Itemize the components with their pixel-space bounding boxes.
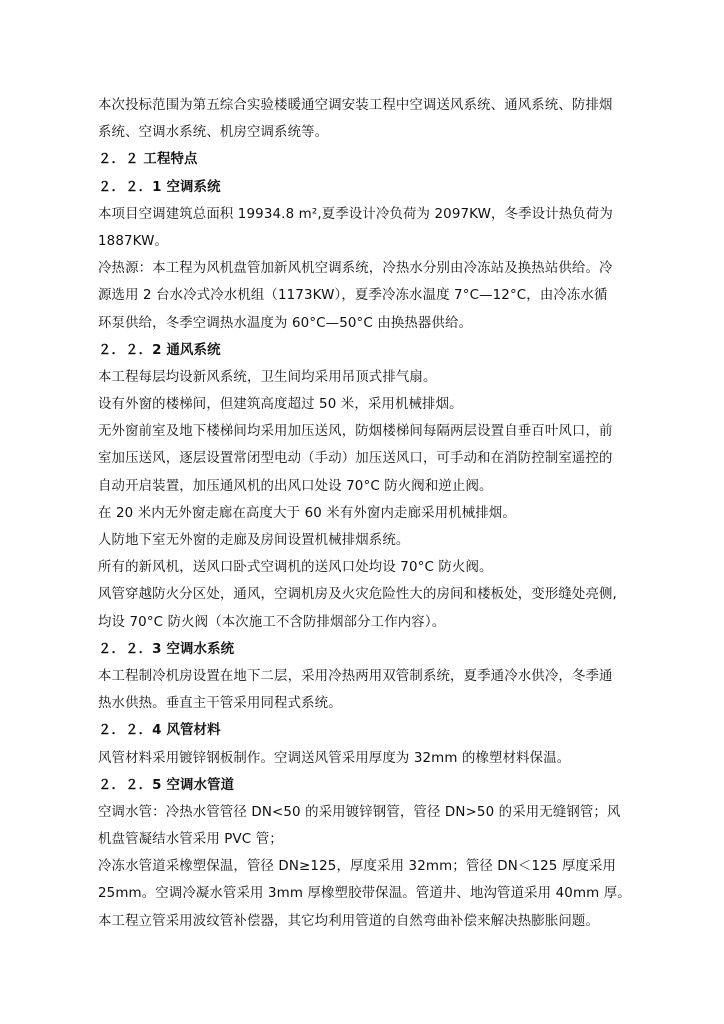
paragraph-line: 均设 70°C 防火阀（本次施工不含防排烟部分工作内容）。 [98, 614, 446, 630]
paragraph-line: 源选用 2 台水冷式冷水机组（1173KW），夏季冷冻水温度 7°C—12°C，由冷冻水循 [98, 288, 608, 304]
paragraph-line: 本工程每层均设新风系统，卫生间均采用吊顶式排气扇。 [98, 369, 437, 385]
paragraph-line: 风管穿越防火分区处，通风，空调机房及火灾危险性大的房间和楼板处，变形缝处亮侧, [98, 587, 617, 603]
paragraph-line: 空调水管：冷热水管管径 DN<50 的采用镀锌钢管，管径 DN>50 的采用无缝钢管；风 [98, 804, 621, 820]
paragraph-line: 无外窗前室及地下楼梯间均采用加压送风，防烟楼梯间每隔两层设置自垂百叶风口，前 [98, 424, 613, 440]
paragraph-line: 冷热源：本工程为风机盘管加新风机空调系统，冷热水分别由冷冻站及换热站供给。冷 [98, 261, 613, 277]
section-heading: ２．２．5 空调水管道 [98, 777, 235, 793]
paragraph-line: 设有外窗的楼梯间，但建筑高度超过 50 米，采用机械排烟。 [98, 397, 463, 413]
paragraph-line: 人防地下室无外窗的走廊及房间设置机械排烟系统。 [98, 533, 410, 548]
section-heading: ２．２ 工程特点 [98, 152, 198, 168]
paragraph-line: 系统、空调水系统、机房空调系统等。 [98, 125, 329, 141]
paragraph-line: 热水供热。垂直主干管采用同程式系统。 [98, 696, 342, 712]
paragraph-line: 机盘管凝结水管采用 PVC 管； [98, 832, 283, 848]
paragraph-line: 风管材料采用镀锌钢板制作。空调送风管采用厚度为 32mm 的橡塑材料保温。 [98, 750, 571, 766]
paragraph-line: 1887KW。 [98, 233, 169, 249]
paragraph-line: 室加压送风，逐层设置常闭型电动（手动）加压送风口，可手动和在消防控制室遥控的 [98, 451, 613, 467]
paragraph-line: 冷冻水管道采橡塑保温，管径 DN≥125，厚度采用 32mm；管径 DN＜125 厚度采用 [98, 859, 617, 875]
paragraph-line: 在 20 米内无外窗走廊在高度大于 60 米有外窗内走廊采用机械排烟。 [98, 505, 516, 521]
section-heading: ２．２．3 空调水系统 [98, 641, 235, 657]
paragraph-line: 本工程立管采用波纹管补偿器，其它均利用管道的自然弯曲补偿来解决热膨胀问题。 [98, 913, 600, 929]
document-body [98, 96, 664, 939]
section-heading: ２．２．4 风管材料 [98, 723, 221, 739]
section-heading: ２．２．1 空调系统 [98, 179, 221, 195]
section-heading: ２．２．2 通风系统 [98, 342, 221, 358]
paragraph-line: 本次投标范围为第五综合实验楼暖通空调安装工程中空调送风系统、通风系统、防排烟 [98, 98, 613, 113]
paragraph-line: 本项目空调建筑总面积 19934.8 m²,夏季设计冷负荷为 2097KW，冬季设计热负荷为 [98, 206, 613, 222]
paragraph-line: 环泵供给，冬季空调热水温度为 60°C—50°C 由换热器供给。 [98, 315, 473, 331]
paragraph-line: 自动开启装置，加压通风机的出风口处设 70°C 防火阀和逆止阀。 [98, 478, 493, 494]
paragraph-line: 25mm。空调冷凝水管采用 3mm 厚橡塑胶带保温。管道井、地沟管道采用 40mm 厚。 [98, 886, 631, 902]
paragraph-line: 本工程制冷机房设置在地下二层，采用冷热两用双管制系统，夏季通冷水供冷，冬季通 [98, 668, 613, 684]
paragraph-line: 所有的新风机，送风口卧式空调机的送风口处均设 70°C 防火阀。 [98, 560, 493, 576]
